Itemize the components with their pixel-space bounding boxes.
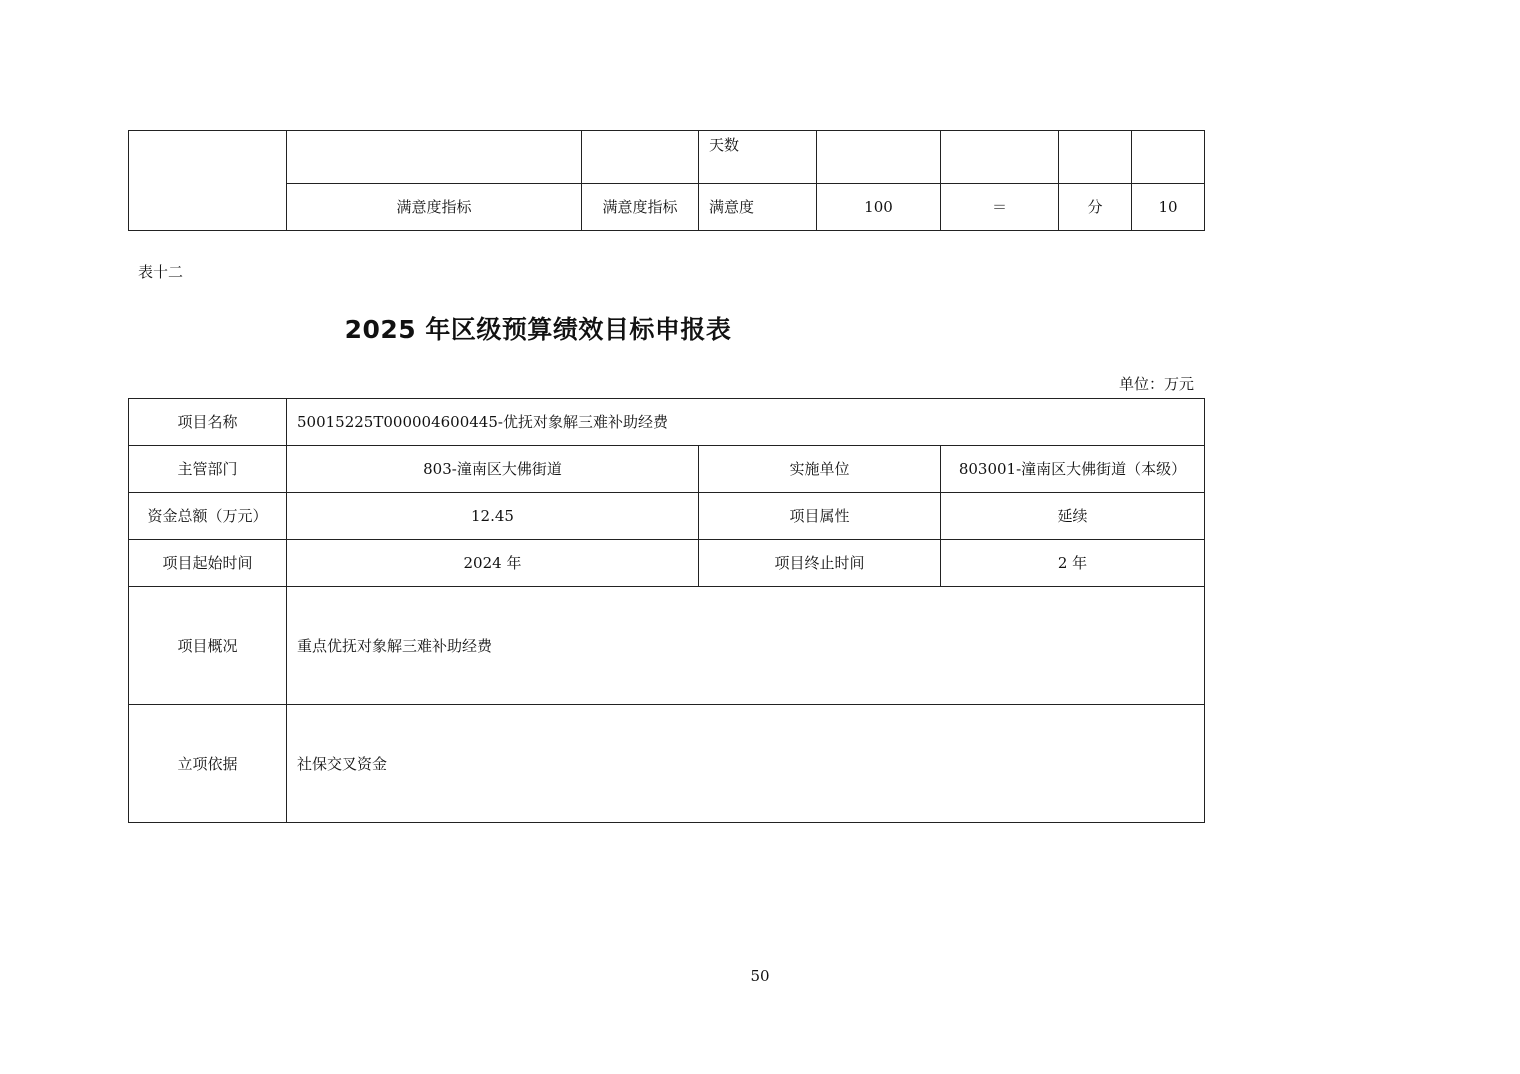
attribute-label: 项目属性 xyxy=(699,493,941,540)
continuation-row-2 xyxy=(129,184,1205,231)
operator-cell: ＝ xyxy=(941,184,1059,231)
project-name-value: 50015225T000004600445-优抚对象解三难补助经费 xyxy=(287,399,1205,446)
target-value-cell: 100 xyxy=(817,184,941,231)
implementer-value: 803001-潼南区大佛街道（本级） xyxy=(941,446,1205,493)
empty-cell xyxy=(582,131,699,184)
table-label: 表十二 xyxy=(138,263,184,281)
table-row xyxy=(129,493,1205,540)
overview-value: 重点优抚对象解三难补助经费 xyxy=(287,587,1205,705)
project-name-label: 项目名称 xyxy=(129,399,287,446)
unit-label: 单位：万元 xyxy=(1118,375,1194,393)
level3-indicator-cell: 满意度 xyxy=(699,184,817,231)
table-row xyxy=(129,540,1205,587)
continuation-row-1 xyxy=(129,131,1205,184)
table-row xyxy=(129,587,1205,705)
table-row xyxy=(129,705,1205,823)
unit-cell: 分 xyxy=(1059,184,1132,231)
empty-cell xyxy=(287,131,582,184)
empty-cell xyxy=(1132,131,1205,184)
attribute-value: 延续 xyxy=(941,493,1205,540)
page-title xyxy=(128,310,1204,346)
project-info-table xyxy=(128,398,1205,823)
weight-cell: 10 xyxy=(1132,184,1205,231)
empty-cell xyxy=(941,131,1059,184)
overview-label: 项目概况 xyxy=(129,587,287,705)
empty-cell xyxy=(129,131,287,231)
indicator-cell: 天数 xyxy=(699,131,817,184)
total-funds-label: 资金总额（万元） xyxy=(129,493,287,540)
table-row xyxy=(129,399,1205,446)
page-title-text: 2025 年区级预算绩效目标申报表 xyxy=(344,315,732,344)
basis-value: 社保交叉资金 xyxy=(287,705,1205,823)
table-row xyxy=(129,446,1205,493)
start-time-value: 2024 年 xyxy=(287,540,699,587)
implementer-label: 实施单位 xyxy=(699,446,941,493)
end-time-label: 项目终止时间 xyxy=(699,540,941,587)
level2-indicator-cell: 满意度指标 xyxy=(582,184,699,231)
basis-label: 立项依据 xyxy=(129,705,287,823)
empty-cell xyxy=(817,131,941,184)
department-value: 803-潼南区大佛街道 xyxy=(287,446,699,493)
continuation-table xyxy=(128,130,1205,231)
department-label: 主管部门 xyxy=(129,446,287,493)
total-funds-value: 12.45 xyxy=(287,493,699,540)
end-time-value: 2 年 xyxy=(941,540,1205,587)
empty-cell xyxy=(1059,131,1132,184)
start-time-label: 项目起始时间 xyxy=(129,540,287,587)
level1-indicator-cell: 满意度指标 xyxy=(287,184,582,231)
page-number: 50 xyxy=(750,967,770,985)
